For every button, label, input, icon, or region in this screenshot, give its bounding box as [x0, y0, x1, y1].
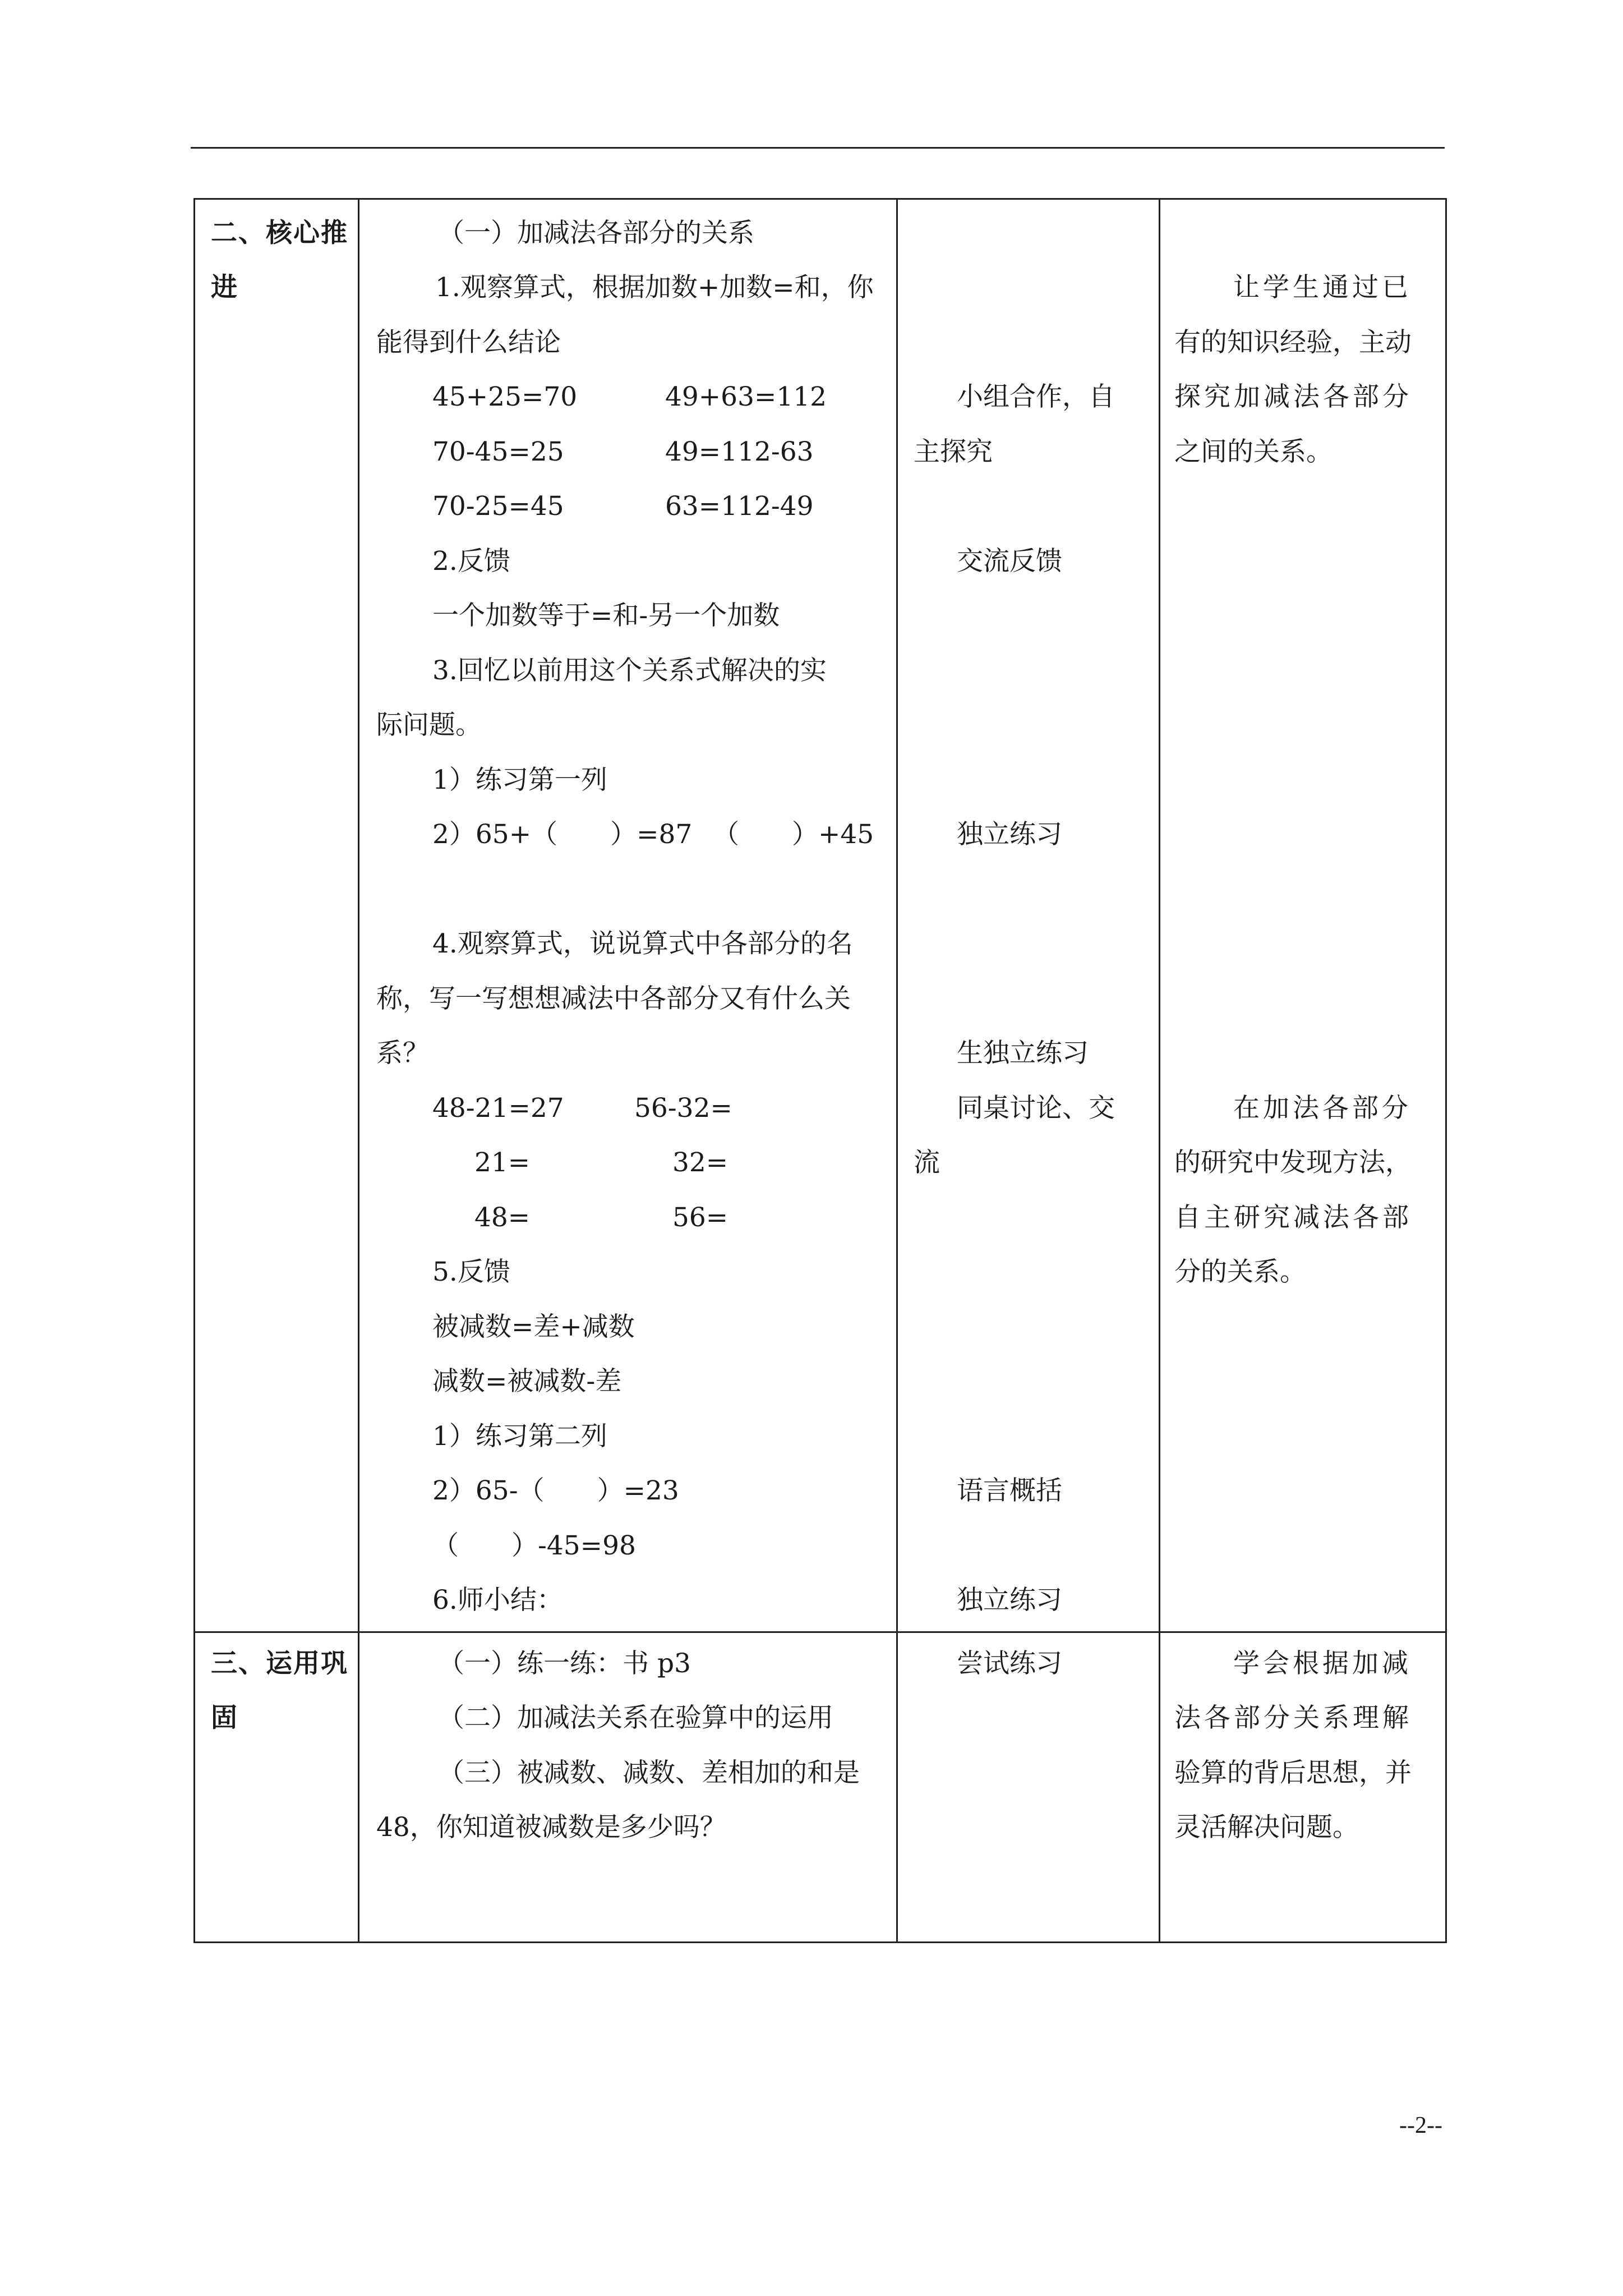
equation: 48-21=27: [432, 1093, 564, 1124]
process-line: 4.观察算式，说说算式中各部分的名: [432, 928, 853, 959]
equation: 56=: [672, 1202, 728, 1233]
process-line: （三）被减数、减数、差相加的和是: [438, 1757, 860, 1788]
process-line: 1.观察算式，根据加数+加数=和，你: [435, 272, 874, 303]
process-line: （一）练一练：书 p3: [438, 1648, 691, 1679]
process-line: 称，写一写想想减法中各部分又有什么关: [376, 983, 851, 1014]
stage-cell-practice: [195, 1632, 359, 1943]
process-line: 5.反馈: [432, 1257, 510, 1287]
exercise-blank: 2）65+（ ）=87: [432, 819, 693, 850]
equation: 49=112-63: [665, 436, 814, 467]
design-intent: 探究加减法各部分: [1174, 381, 1412, 412]
page-number: --2--: [1399, 2113, 1442, 2138]
design-intent: 验算的背后思想，并: [1174, 1757, 1412, 1788]
stage-label: 二、核心推: [211, 218, 348, 249]
student-activity: 独立练习: [957, 819, 1062, 850]
student-activity: 生独立练习: [957, 1038, 1089, 1069]
process-line: 1）练习第二列: [432, 1421, 607, 1452]
process-line: 48，你知道被减数是多少吗？: [376, 1812, 726, 1843]
stage-label: 进: [211, 272, 238, 303]
process-line: （二）加减法关系在验算中的运用: [438, 1703, 833, 1733]
equation: 32=: [672, 1147, 728, 1178]
equation: 45+25=70: [432, 381, 578, 412]
process-line: 3.回忆以前用这个关系式解决的实: [432, 655, 827, 686]
student-cell-core: [897, 199, 1160, 1632]
student-activity: 独立练习: [957, 1585, 1062, 1616]
student-activity: 语言概括: [957, 1475, 1062, 1506]
process-line: 1）练习第一列: [432, 765, 607, 795]
equation: 21=: [474, 1147, 531, 1178]
process-line: 际问题。: [376, 710, 482, 740]
header-rule: [191, 147, 1445, 149]
design-intent: 之间的关系。: [1174, 436, 1332, 467]
lesson-plan-table: [193, 198, 1447, 1943]
design-intent: 让学生通过已: [1233, 272, 1412, 303]
process-line: （一）加减法各部分的关系: [438, 218, 754, 249]
equation: 48=: [474, 1202, 531, 1233]
exercise-blank: （ ）-45=98: [432, 1530, 636, 1561]
process-line: 2.反馈: [432, 546, 510, 577]
design-intent: 灵活解决问题。: [1174, 1812, 1359, 1843]
design-intent: 分的关系。: [1174, 1257, 1306, 1287]
student-activity: 同桌讨论、交: [957, 1093, 1115, 1124]
design-intent: 学会根据加减: [1233, 1648, 1412, 1679]
process-line: 6.师小结：: [432, 1585, 563, 1616]
student-activity: 交流反馈: [957, 546, 1062, 577]
equation: 70-25=45: [432, 491, 564, 522]
design-intent: 在加法各部分: [1233, 1093, 1412, 1124]
equation: 56-32=: [634, 1093, 732, 1124]
stage-label: 固: [211, 1703, 238, 1733]
design-intent: 的研究中发现方法，: [1174, 1147, 1412, 1178]
exercise-blank: （ ）+45: [713, 819, 874, 850]
process-line: 一个加数等于=和-另一个加数: [432, 600, 780, 631]
intent-cell-core: [1160, 199, 1446, 1632]
design-intent: 有的知识经验，主动: [1174, 327, 1412, 358]
intent-cell-practice: [1160, 1632, 1446, 1943]
table-row-core: [195, 199, 1446, 1632]
student-cell-practice: [897, 1632, 1160, 1943]
student-activity: 主探究: [914, 436, 993, 467]
table-row-practice: [195, 1632, 1446, 1943]
exercise-blank: 2）65-（ ）=23: [432, 1475, 679, 1506]
process-line: 系？: [376, 1038, 429, 1069]
design-intent: 自主研究减法各部: [1174, 1202, 1412, 1233]
process-cell-practice: [359, 1632, 897, 1943]
student-activity: 小组合作，自: [957, 381, 1115, 412]
process-line: 能得到什么结论: [376, 327, 561, 358]
student-activity: 流: [914, 1147, 940, 1178]
equation: 70-45=25: [432, 436, 564, 467]
process-line: 被减数=差+减数: [432, 1312, 635, 1342]
stage-label: 三、运用巩: [211, 1648, 348, 1679]
design-intent: 法各部分关系理解: [1174, 1703, 1412, 1733]
stage-cell-core: [195, 199, 359, 1632]
equation: 49+63=112: [665, 381, 827, 412]
equation: 63=112-49: [665, 491, 814, 522]
process-cell-core: [359, 199, 897, 1632]
student-activity: 尝试练习: [957, 1648, 1062, 1679]
process-line: 减数=被减数-差: [432, 1366, 622, 1397]
